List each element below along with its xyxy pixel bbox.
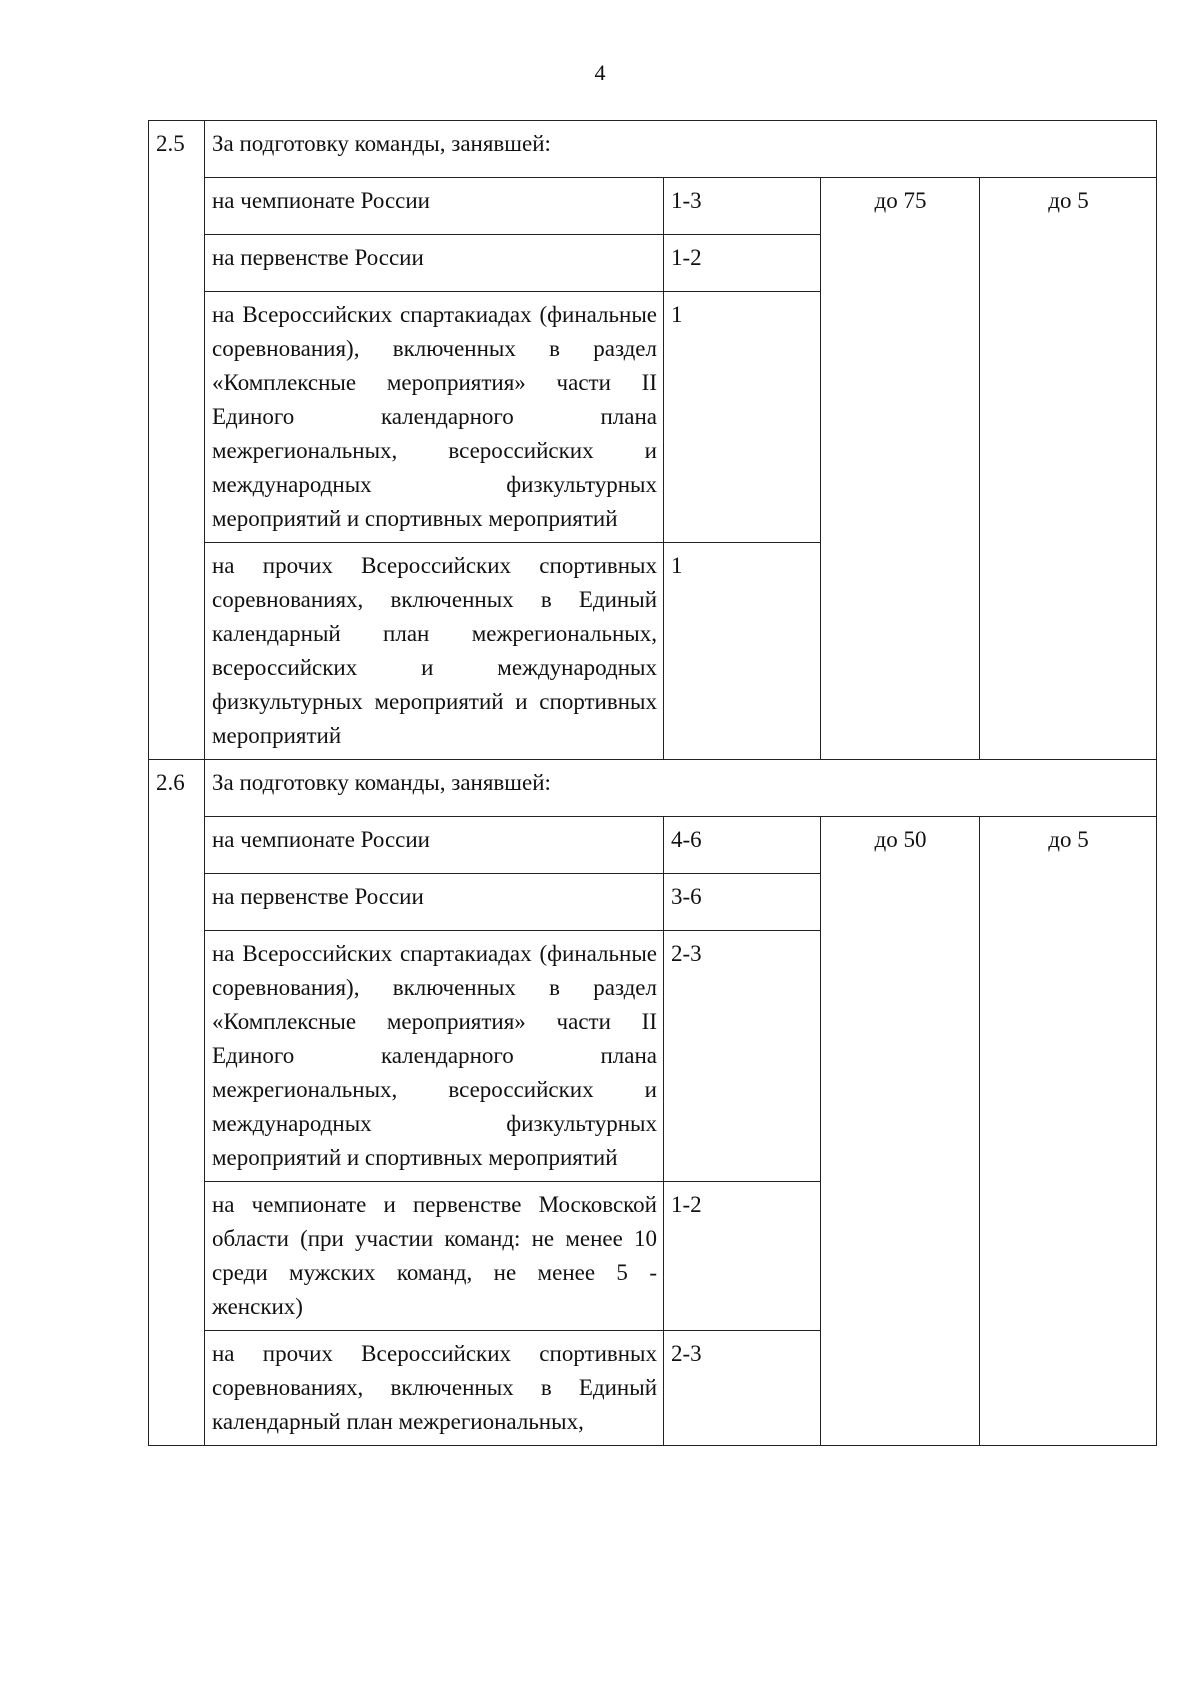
place-cell: 2-3 <box>664 931 821 1182</box>
competition-cell: на первенстве России <box>205 874 664 931</box>
section-number: 2.5 <box>149 121 205 760</box>
page-number: 4 <box>594 60 606 85</box>
place-cell: 3-6 <box>664 874 821 931</box>
table-row <box>149 817 1157 874</box>
place-cell: 1 <box>664 543 821 760</box>
competition-cell: на прочих Всероссийских спортивных соревнованиях, включенных в Единый календарный план межрегиональных, всероссийских и международных физкультурных мероприятий и спортивных мероприятий <box>205 543 664 760</box>
table-row <box>149 178 1157 235</box>
competition-cell: на Всероссийских спартакиадах (финальные соревнования), включенных в раздел «Комплексные мероприятия» части II Единого календарного плана межрегиональных, всероссийских и международных физкультурных мероприятий и спортивных мероприятий <box>205 931 664 1182</box>
section-heading-row <box>149 760 1157 817</box>
points-cell: до 50 <box>821 817 980 1446</box>
section-heading: За подготовку команды, занявшей: <box>205 760 1157 817</box>
points-cell: до 75 <box>821 178 980 760</box>
competition-cell: на чемпионате и первенстве Московской области (при участии команд: не менее 10 среди мужских команд, не менее 5 - женских) <box>205 1182 664 1331</box>
section-heading: За подготовку команды, занявшей: <box>205 121 1157 178</box>
place-cell: 1-3 <box>664 178 821 235</box>
place-cell: 1-2 <box>664 235 821 292</box>
competition-cell: на прочих Всероссийских спортивных соревнованиях, включенных в Единый календарный план межрегиональных, <box>205 1331 664 1446</box>
section-number: 2.6 <box>149 760 205 1446</box>
competition-cell: на чемпионате России <box>205 178 664 235</box>
section-heading-row <box>149 121 1157 178</box>
place-cell: 2-3 <box>664 1331 821 1446</box>
competition-cell: на Всероссийских спартакиадах (финальные соревнования), включенных в раздел «Комплексные мероприятия» части II Единого календарного плана межрегиональных, всероссийских и международных физкультурных мероприятий и спортивных мероприятий <box>205 292 664 543</box>
awards-table <box>148 120 1157 1446</box>
place-cell: 4-6 <box>664 817 821 874</box>
competition-cell: на чемпионате России <box>205 817 664 874</box>
limit-cell: до 5 <box>980 817 1157 1446</box>
competition-cell: на первенстве России <box>205 235 664 292</box>
place-cell: 1-2 <box>664 1182 821 1331</box>
limit-cell: до 5 <box>980 178 1157 760</box>
place-cell: 1 <box>664 292 821 543</box>
